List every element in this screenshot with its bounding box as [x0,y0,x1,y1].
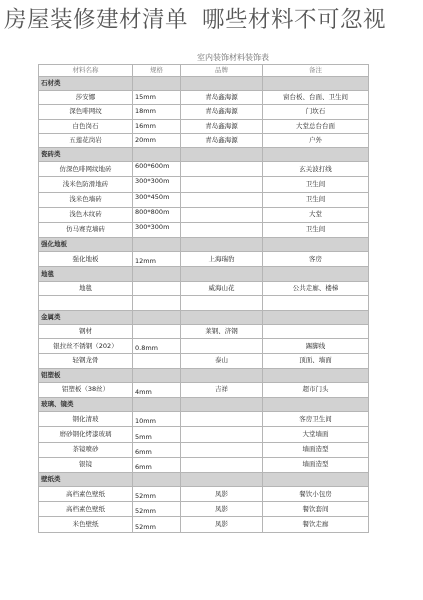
cell-material-name: 莎安娜 [39,91,133,105]
category-empty-cell [133,397,181,411]
table-row [39,442,369,457]
cell-material-name: 白色岗石 [39,119,133,133]
cell-note: 公共走廊、楼梯 [263,281,369,295]
cell-spec: 15mm [133,91,181,105]
category-label: 铝塑板 [39,368,133,382]
cell-material-name: 钢材 [39,325,133,339]
table-row [39,281,369,295]
category-empty-cell [133,310,181,324]
cell-material-name: 轻钢龙骨 [39,354,133,368]
table-row [39,354,369,368]
table-row [39,119,369,133]
spacer-cell [263,295,369,310]
table-row [39,91,369,105]
cell-material-name: 米色壁纸 [39,517,133,532]
cell-note: 卫生间 [263,177,369,192]
cell-brand: 威海山花 [181,281,263,295]
cell-material-name: 浅米色墙砖 [39,192,133,207]
category-label: 地毯 [39,267,133,281]
cell-note: 踢脚线 [263,339,369,354]
headline-part1: 房屋装修建材清单 [4,7,189,33]
cell-note: 卫生间 [263,192,369,207]
materials-document [38,52,368,533]
cell-spec: 300*300m [133,222,181,237]
cell-material-name: 茶镜喷砂 [39,442,133,457]
category-empty-cell [133,267,181,281]
spacer-cell [181,295,263,310]
cell-brand: 凤影 [181,517,263,532]
header-cell-brand: 品牌 [181,65,263,77]
cell-brand [181,457,263,472]
category-label: 强化地板 [39,238,133,252]
cell-brand [181,412,263,427]
category-label: 壁纸类 [39,472,133,486]
cell-material-name: 仿深色啡网纹地砖 [39,162,133,177]
category-label: 金属类 [39,310,133,324]
cell-material-name: 浅色木纹砖 [39,207,133,222]
table-row [39,427,369,442]
category-row [39,472,369,486]
cell-brand: 凤影 [181,487,263,502]
materials-table-body [39,65,369,533]
cell-brand [181,177,263,192]
header-cell-note: 备注 [263,65,369,77]
table-row [39,412,369,427]
cell-spec: 16mm [133,119,181,133]
cell-brand: 青岛鑫海源 [181,91,263,105]
cell-brand: 青岛鑫海源 [181,119,263,133]
table-row [39,252,369,267]
category-empty-cell [181,147,263,161]
table-row [39,177,369,192]
category-row [39,147,369,161]
cell-note: 客房 [263,252,369,267]
category-empty-cell [133,368,181,382]
cell-brand [181,222,263,237]
category-row [39,368,369,382]
cell-brand: 吉祥 [181,382,263,397]
category-empty-cell [133,238,181,252]
cell-note: 客房卫生间 [263,412,369,427]
table-row [39,457,369,472]
cell-brand: 莱钢、济钢 [181,325,263,339]
cell-material-name: 银拉丝不锈钢（202） [39,339,133,354]
table-row [39,502,369,517]
cell-material-name: 磨砂钢化烤漆玻璃 [39,427,133,442]
category-empty-cell [263,267,369,281]
cell-note [263,325,369,339]
cell-brand: 泰山 [181,354,263,368]
cell-material-name: 仿马赛克墙砖 [39,222,133,237]
table-row [39,517,369,532]
category-row [39,77,369,91]
cell-brand: 青岛鑫海源 [181,105,263,119]
cell-brand: 上海瑞豹 [181,252,263,267]
category-empty-cell [181,368,263,382]
category-empty-cell [181,77,263,91]
cell-note: 餐饮走廊 [263,517,369,532]
cell-note: 餐饮套间 [263,502,369,517]
spacer-cell [133,295,181,310]
table-row [39,105,369,119]
cell-material-name: 高档素色壁纸 [39,487,133,502]
cell-brand [181,427,263,442]
category-empty-cell [263,368,369,382]
cell-spec: 6mm [133,457,181,472]
cell-material-name: 地毯 [39,281,133,295]
category-empty-cell [133,77,181,91]
table-spacer-row [39,295,369,310]
category-row [39,267,369,281]
cell-material-name: 浅米色防滑地砖 [39,177,133,192]
category-label: 石材类 [39,77,133,91]
cell-note: 户外 [263,133,369,147]
cell-note: 餐饮小包房 [263,487,369,502]
cell-material-name: 高档素色壁纸 [39,502,133,517]
materials-table [38,64,369,533]
cell-material-name: 深色啡网纹 [39,105,133,119]
cell-material-name: 钢化清玻 [39,412,133,427]
cell-spec: 10mm [133,412,181,427]
cell-spec: 18mm [133,105,181,119]
cell-spec [133,354,181,368]
table-row [39,382,369,397]
cell-spec: 4mm [133,382,181,397]
cell-note: 墙面造型 [263,457,369,472]
category-empty-cell [263,310,369,324]
cell-brand: 凤影 [181,502,263,517]
cell-spec: 20mm [133,133,181,147]
category-row [39,310,369,324]
cell-brand [181,339,263,354]
page-headline [4,4,420,36]
table-title: 室内装饰材料装饰表 [197,53,269,62]
cell-note: 门坎石 [263,105,369,119]
cell-note: 墙面造型 [263,442,369,457]
category-empty-cell [181,472,263,486]
category-empty-cell [263,77,369,91]
table-row [39,325,369,339]
cell-material-name: 强化地板 [39,252,133,267]
cell-spec: 12mm [133,252,181,267]
table-row [39,222,369,237]
table-row [39,487,369,502]
cell-brand [181,162,263,177]
category-empty-cell [181,267,263,281]
category-empty-cell [263,397,369,411]
cell-note: 玄关波打线 [263,162,369,177]
category-label: 瓷砖类 [39,147,133,161]
cell-spec: 6mm [133,442,181,457]
category-empty-cell [133,472,181,486]
cell-note: 窗台板、台面、卫生间 [263,91,369,105]
header-cell-spec: 规格 [133,65,181,77]
category-empty-cell [263,147,369,161]
cell-spec: 52mm [133,502,181,517]
category-empty-cell [181,238,263,252]
cell-note: 大堂墙面 [263,427,369,442]
category-row [39,238,369,252]
cell-spec: 800*800m [133,207,181,222]
table-row [39,192,369,207]
category-empty-cell [133,147,181,161]
cell-spec: 52mm [133,517,181,532]
category-label: 玻璃、镜类 [39,397,133,411]
header-cell-name: 材料名称 [39,65,133,77]
cell-material-name: 铝塑板（38丝） [39,382,133,397]
cell-material-name: 银镜 [39,457,133,472]
cell-note: 顶面、墙面 [263,354,369,368]
cell-spec [133,281,181,295]
category-empty-cell [263,472,369,486]
cell-spec: 52mm [133,487,181,502]
category-empty-cell [181,397,263,411]
table-header-row [39,65,369,77]
spacer-cell [39,295,133,310]
cell-spec: 300*300m [133,177,181,192]
table-row [39,339,369,354]
cell-brand [181,192,263,207]
cell-material-name: 五莲花岗岩 [39,133,133,147]
table-row [39,133,369,147]
cell-note: 卫生间 [263,222,369,237]
cell-note: 大堂总台台面 [263,119,369,133]
category-empty-cell [181,310,263,324]
cell-spec: 5mm [133,427,181,442]
cell-brand: 青岛鑫海源 [181,133,263,147]
cell-spec [133,325,181,339]
cell-spec: 600*600m [133,162,181,177]
cell-note: 超市门头 [263,382,369,397]
category-row [39,397,369,411]
cell-spec: 0.8mm [133,339,181,354]
table-row [39,207,369,222]
cell-spec: 300*450m [133,192,181,207]
cell-brand [181,207,263,222]
headline-part2: 哪些材料不可忽视 [202,7,387,33]
cell-brand [181,442,263,457]
table-row [39,162,369,177]
category-empty-cell [263,238,369,252]
cell-note: 大堂 [263,207,369,222]
